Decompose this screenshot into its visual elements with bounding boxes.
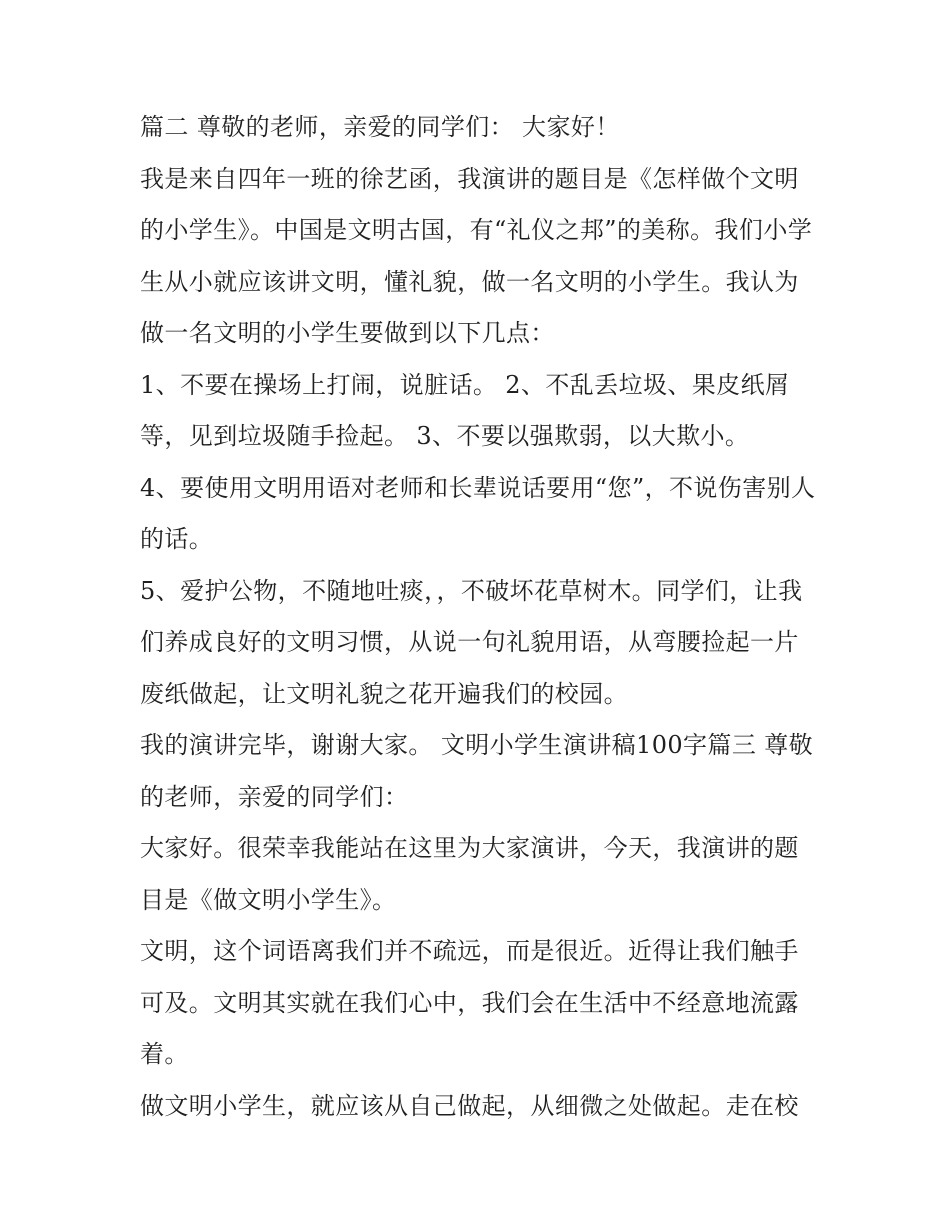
paragraph-point-5: 5、爱护公物，不随地吐痰，，不破坏花草树木。同学们，让我们养成良好的文明习惯，从说一句礼貌用语，从弯腰捡起一片废纸做起，让文明礼貌之花开遍我们的校园。 [140, 576, 803, 708]
paragraph-closing-and-speech-3-title: 我的演讲完毕，谢谢大家。 文明小学生演讲稿100字篇三 尊敬的老师，亲爱的同学们： [140, 731, 814, 811]
paragraph-point-4: 4、要使用文明用语对老师和长辈说话要用“您”，不说伤害别人的话。 [140, 473, 816, 553]
paragraph-greeting: 篇二 尊敬的老师，亲爱的同学们： 大家好！ [140, 113, 620, 141]
paragraph-be-civil-student: 做文明小学生，就应该从自己做起，从细微之处做起。走在校 [140, 1091, 799, 1120]
document-body [140, 102, 820, 1132]
paragraph-speech-3-opening: 大家好。很荣幸我能站在这里为大家演讲，今天，我演讲的题目是《做文明小学生》。 [140, 834, 799, 914]
paragraph-intro: 我是来自四年一班的徐艺函，我演讲的题目是《怎样做个文明的小学生》。中国是文明古国，有“礼仪之邦”的美称。我们小学生从小就应该讲文明，懂礼貌，做一名文明的小学生。我认为做一名文明的小学生要做到以下几点： [140, 164, 813, 347]
paragraph-civility-definition: 文明，这个词语离我们并不疏远，而是很近。近得让我们触手可及。文明其实就在我们心中，我们会在生活中不经意地流露着。 [140, 937, 799, 1068]
paragraph-points-1-3: 1、不要在操场上打闹，说脏话。 2、不乱丢垃圾、果皮纸屑等，见到垃圾随手捡起。 3、不要以强欺弱，以大欺小。 [140, 370, 790, 450]
